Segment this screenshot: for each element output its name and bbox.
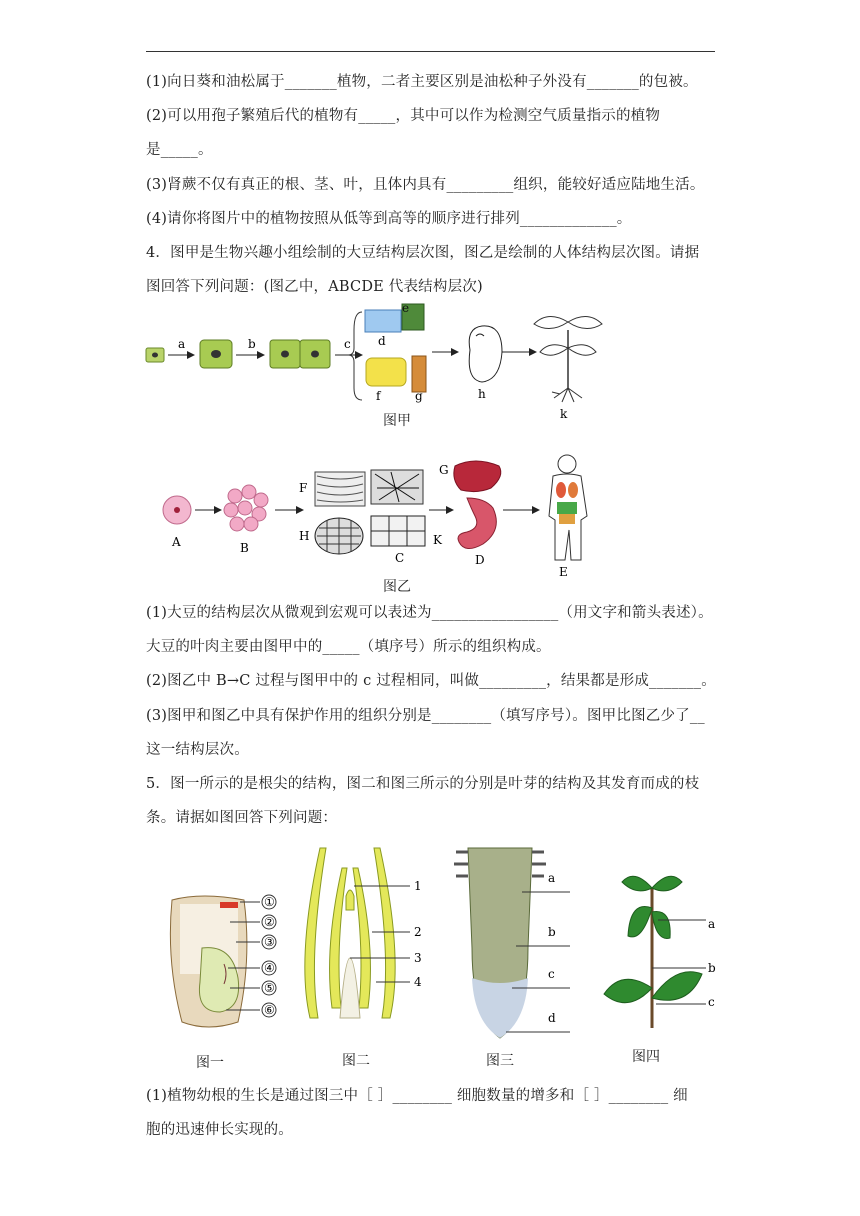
- human-E: [549, 455, 587, 560]
- q4-intro-b: 图回答下列问题：(图乙中，ABCDE 代表结构层次): [146, 279, 483, 295]
- caption-fig2: 图二: [342, 1053, 370, 1069]
- svg-text:②: ②: [264, 915, 275, 929]
- caption-yi: 图乙: [383, 579, 411, 595]
- label-B: B: [240, 541, 249, 555]
- q4-2: (2)图乙中 B→C 过程与图甲中的 c 过程相同，叫做_________，结果都是形成_______。: [146, 673, 716, 689]
- svg-text:a: a: [548, 871, 556, 885]
- q4-1b: 大豆的叶肉主要由图甲中的_____（填序号）所示的组织构成。: [146, 639, 551, 655]
- label-K: K: [433, 533, 442, 547]
- svg-text:3: 3: [414, 951, 422, 965]
- figure-jia: [140, 300, 620, 430]
- svg-text:④: ④: [264, 961, 275, 975]
- tissue-f: [366, 358, 406, 386]
- label-c: c: [344, 337, 351, 351]
- fig3-roottip: [454, 848, 546, 1038]
- label-E: E: [559, 565, 568, 579]
- caption-fig3: 图三: [486, 1053, 514, 1069]
- tissue-g: [412, 356, 426, 392]
- svg-text:c: c: [708, 995, 715, 1009]
- svg-text:1: 1: [414, 879, 422, 893]
- q3-4: (4)请你将图片中的植物按照从低等到高等的顺序进行排列_____________。: [146, 211, 632, 227]
- tissue-connective: [371, 470, 423, 504]
- label-D: D: [475, 553, 485, 567]
- q4-intro-a: 4．图甲是生物兴趣小组绘制的大豆结构层次图，图乙是绘制的人体结构层次图。请据: [146, 245, 700, 261]
- q5-intro-b: 条。请据如图回答下列问题：: [146, 810, 338, 826]
- svg-text:⑥: ⑥: [264, 1003, 275, 1017]
- q5-1a: (1)植物幼根的生长是通过图三中［ ］________ 细胞数量的增多和［ ］________ 细: [146, 1088, 688, 1104]
- organ-liver: [454, 461, 501, 492]
- tissue-d: [365, 310, 401, 332]
- label-k: k: [560, 407, 568, 421]
- q5-1b: 胞的迅速伸长实现的。: [146, 1122, 293, 1138]
- q3-2b: 是_____。: [146, 142, 213, 158]
- q4-3b: 这一结构层次。: [146, 742, 249, 758]
- q3-2a: (2)可以用孢子繁殖后代的植物有_____，其中可以作为检测空气质量指示的植物: [146, 108, 661, 124]
- label-d: d: [378, 334, 386, 348]
- fig1-seed: [170, 896, 247, 1027]
- caption-fig4: 图四: [632, 1049, 660, 1065]
- q4-3a: (3)图甲和图乙中具有保护作用的组织分别是________（填写序号）。图甲比图乙少了__: [146, 708, 705, 724]
- figures-section5: [150, 838, 730, 1048]
- organ-stomach-D: [458, 498, 496, 549]
- label-e: e: [402, 301, 410, 315]
- svg-text:⑤: ⑤: [264, 981, 275, 995]
- svg-text:4: 4: [414, 975, 422, 989]
- label-h: h: [478, 387, 486, 401]
- q4-1a: (1)大豆的结构层次从微观到宏观可以表述为_________________（用文字和箭头表述）。: [146, 605, 713, 621]
- caption-fig1: 图一: [196, 1055, 224, 1071]
- svg-text:c: c: [548, 967, 555, 981]
- label-C: C: [395, 551, 405, 565]
- label-H: H: [299, 529, 310, 543]
- svg-text:①: ①: [264, 895, 275, 909]
- label-b: b: [248, 337, 256, 351]
- svg-text:2: 2: [414, 925, 422, 939]
- plant-k: [534, 316, 602, 402]
- q3-3: (3)肾蕨不仅有真正的根、茎、叶，且体内具有_________组织，能较好适应陆地生活。: [146, 177, 705, 193]
- caption-jia: 图甲: [383, 413, 411, 429]
- fig4-branch: [604, 876, 702, 1028]
- svg-text:a: a: [708, 917, 716, 931]
- cells-B: [224, 485, 268, 531]
- label-g: g: [415, 389, 423, 403]
- svg-text:b: b: [548, 925, 556, 939]
- label-F: F: [299, 481, 308, 495]
- svg-text:b: b: [708, 961, 716, 975]
- header-rule: [146, 51, 715, 52]
- label-G: G: [439, 463, 449, 477]
- label-A: A: [172, 535, 181, 549]
- label-f: f: [376, 389, 381, 403]
- svg-text:③: ③: [264, 935, 275, 949]
- figure-yi: [155, 452, 615, 582]
- svg-text:d: d: [548, 1011, 556, 1025]
- label-a: a: [178, 337, 186, 351]
- seed-h: [469, 326, 502, 382]
- fig2-bud: [305, 848, 395, 1018]
- q3-1: (1)向日葵和油松属于_______植物，二者主要区别是油松种子外没有_______的包被。: [146, 74, 698, 90]
- q5-intro-a: 5．图一所示的是根尖的结构，图二和图三所示的分别是叶芽的结构及其发育而成的枝: [146, 776, 700, 792]
